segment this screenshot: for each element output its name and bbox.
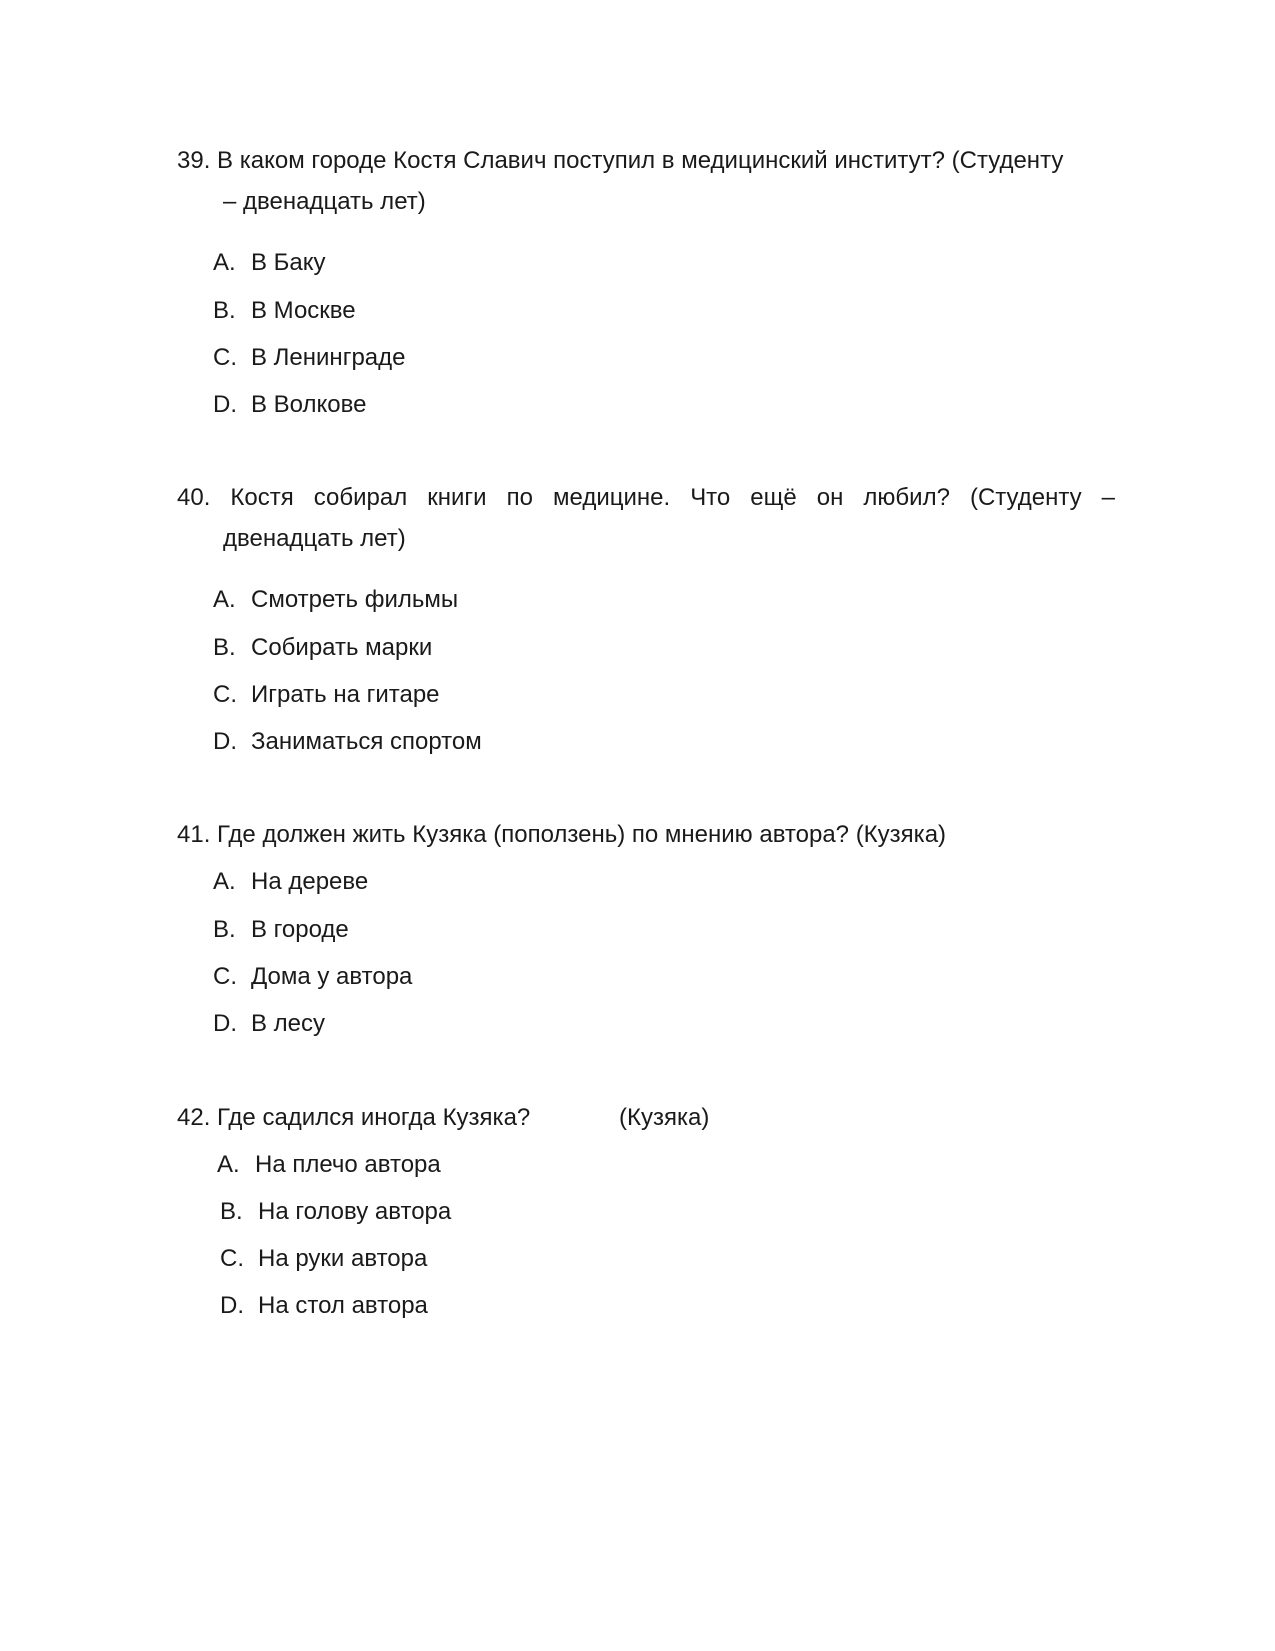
question-39-text: 39. В каком городе Костя Славич поступил в медицинский институт? (Студенту (177, 147, 1064, 174)
option-letter: D. (220, 1292, 244, 1319)
question-42-text: 42. Где садился иногда Кузяка? (177, 1104, 531, 1131)
question-40-text-continued: двенадцать лет) (223, 525, 406, 552)
option-letter: D. (213, 1010, 237, 1037)
question-40-option-a (213, 585, 458, 615)
option-text: В Волкове (251, 391, 367, 418)
question-39-text-continued: – двенадцать лет) (223, 188, 426, 215)
question-41-option-b (213, 915, 349, 945)
option-text: В лесу (251, 1010, 326, 1037)
option-letter: B. (213, 297, 236, 324)
option-letter: C. (213, 344, 237, 371)
question-39-option-d (213, 390, 366, 420)
question-42-option-a (217, 1150, 441, 1180)
option-letter: A. (213, 586, 236, 613)
option-text: На руки автора (258, 1245, 428, 1272)
question-41-option-d (213, 1009, 325, 1039)
option-letter: C. (213, 681, 237, 708)
option-text: Заниматься спортом (251, 728, 482, 755)
question-42-option-b (220, 1197, 451, 1227)
question-42-option-d (220, 1291, 428, 1321)
option-letter: D. (213, 728, 237, 755)
question-42-source-note: (Кузяка) (619, 1104, 710, 1131)
option-text: Смотреть фильмы (251, 586, 459, 613)
option-text: На плечо автора (255, 1151, 441, 1178)
option-text: На дереве (251, 868, 369, 895)
option-letter: C. (220, 1245, 244, 1272)
question-39-option-b (213, 296, 356, 326)
option-text: Собирать марки (251, 634, 433, 661)
option-text: В Москве (251, 297, 356, 324)
option-letter: C. (213, 963, 237, 990)
question-39-option-a (213, 248, 326, 278)
option-letter: A. (213, 249, 236, 276)
option-letter: A. (213, 868, 236, 895)
option-text: В Ленинграде (251, 344, 406, 371)
question-39-option-c (213, 343, 406, 373)
option-text: Играть на гитаре (251, 681, 440, 708)
question-40-text: 40. Костя собирал книги по медицине. Что ещё он любил? (Студенту – (177, 484, 1115, 511)
option-letter: B. (220, 1198, 243, 1225)
question-41-text: 41. Где должен жить Кузяка (поползень) по мнению автора? (Кузяка) (177, 821, 947, 848)
question-41-option-a (213, 867, 368, 897)
question-41-option-c (213, 962, 412, 992)
question-40-option-b (213, 633, 432, 663)
question-40-option-d (213, 727, 482, 757)
option-text: В городе (251, 916, 349, 943)
question-40-option-c (213, 680, 440, 710)
option-text: На стол автора (258, 1292, 428, 1319)
option-text: На голову автора (258, 1198, 452, 1225)
option-letter: D. (213, 391, 237, 418)
option-letter: B. (213, 916, 236, 943)
option-letter: A. (217, 1151, 240, 1178)
option-text: Дома у автора (251, 963, 413, 990)
question-42-option-c (220, 1244, 427, 1274)
option-text: В Баку (251, 249, 326, 276)
option-letter: B. (213, 634, 236, 661)
